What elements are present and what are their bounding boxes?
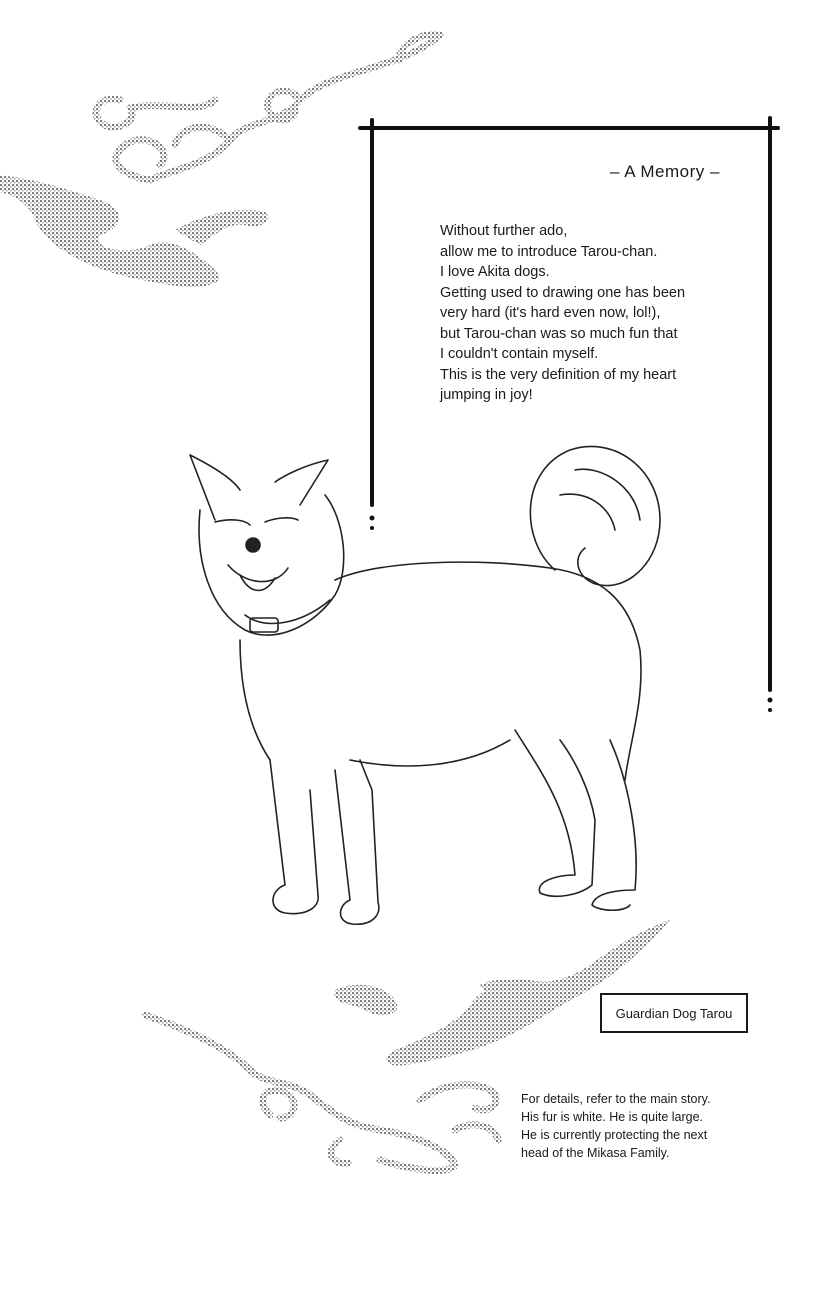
- memory-line: Without further ado,: [440, 223, 568, 239]
- memory-line: jumping in joy!: [440, 387, 533, 403]
- details-line: His fur is white. He is quite large.: [521, 1110, 704, 1124]
- cloud-top-filled: [0, 175, 268, 287]
- memory-text: [440, 221, 740, 406]
- memory-line: Getting used to drawing one has been: [440, 284, 686, 301]
- page-heading: – A Memory –: [610, 162, 720, 181]
- details-line: For details, refer to the main story.: [521, 1092, 711, 1106]
- memory-line: I couldn't contain myself.: [440, 346, 599, 362]
- details-line: head of the Mikasa Family.: [521, 1146, 670, 1160]
- memory-line: This is the very definition of my heart: [440, 366, 677, 383]
- memory-line: but Tarou-chan was so much fun that: [440, 325, 678, 342]
- memory-line: very hard (it's hard even now, lol!),: [440, 305, 661, 321]
- details-text: [521, 1090, 781, 1162]
- frame-dots: [370, 516, 773, 713]
- cloud-top-outline: [96, 34, 440, 180]
- memory-line: allow me to introduce Tarou-chan.: [440, 243, 658, 260]
- dog-name-caption: Guardian Dog Tarou: [600, 993, 748, 1033]
- details-line: He is currently protecting the next: [521, 1128, 708, 1142]
- memory-line: I love Akita dogs.: [440, 264, 550, 280]
- dog-drawing: [190, 446, 660, 924]
